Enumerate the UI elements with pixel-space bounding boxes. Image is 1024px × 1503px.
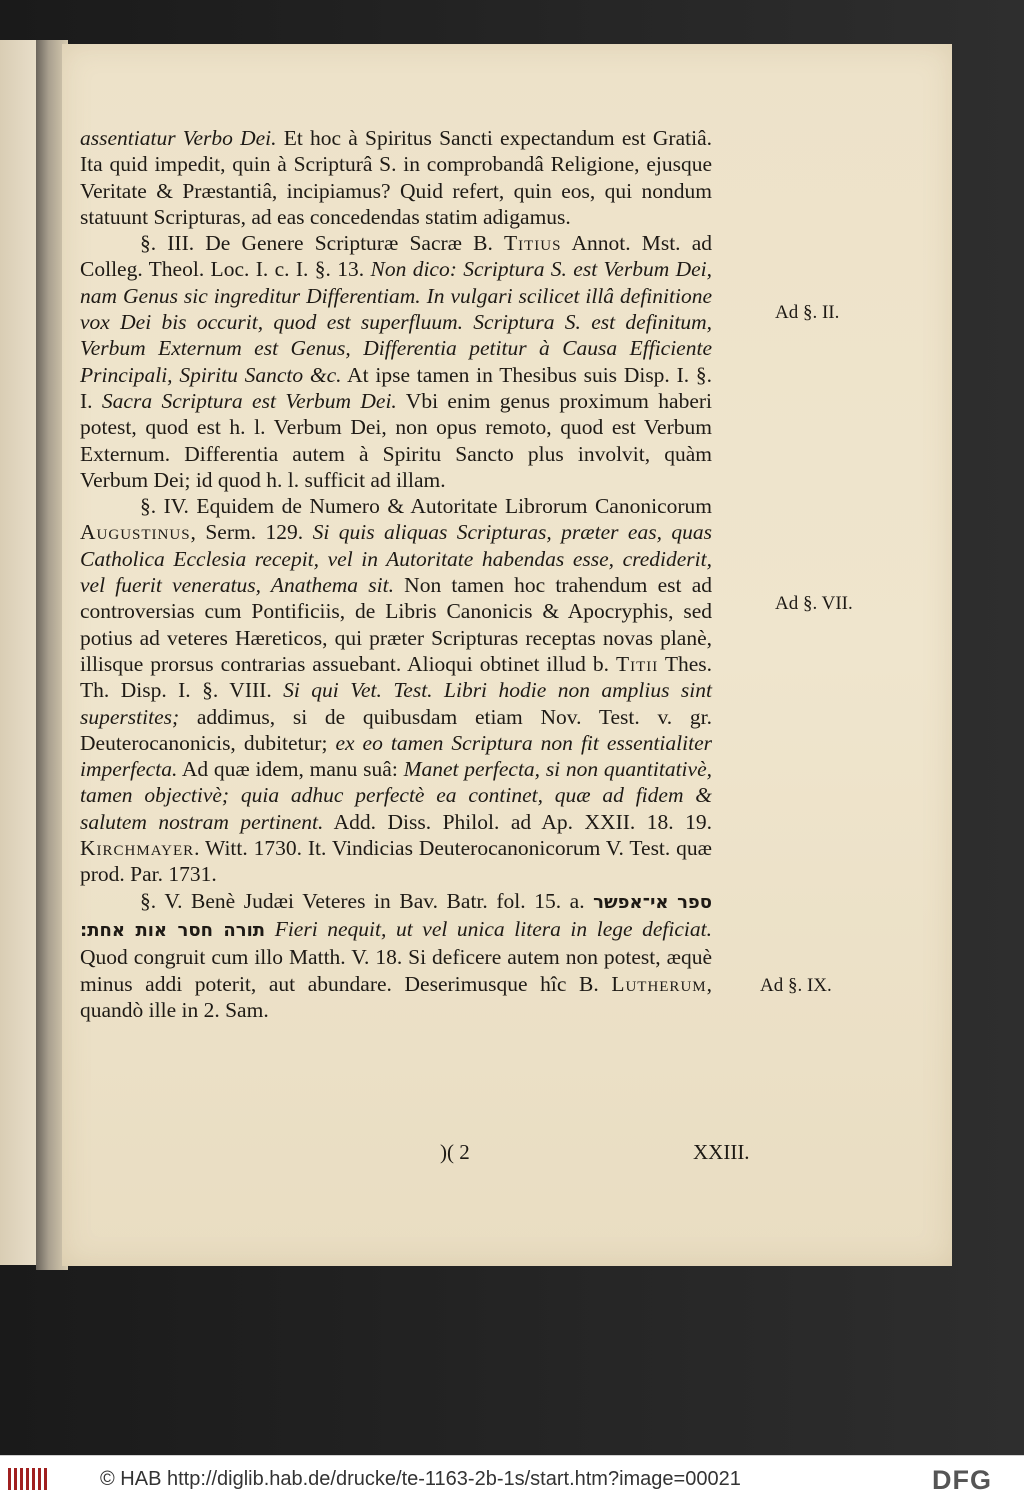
text-run: Thes. Th. Disp. I. §. VIII. [80, 651, 712, 703]
paragraph-4 [80, 888, 712, 1023]
italic-quote: Sacra Scriptura est Verbum Dei. [101, 388, 397, 413]
footer-bar [0, 1455, 1024, 1503]
text-run: , quandò ille in 2. Sam. [80, 971, 712, 1022]
margin-note-1: Ad §. II. [775, 302, 840, 323]
text-run: Et hoc à Spiritus Sancti expectandum est Gratiâ. Ita quid impedit, quin à Scripturâ S. in comprobandâ Religione, ejusque Veritate & Præstantiâ, incipiamus? Quid refert, quin eos, qui nondum statuunt Scripturas, ad eas concedendas statim adigamus. [80, 126, 712, 229]
text-run: §. IV. Equidem de Numero & Autoritate Librorum Canonicorum [140, 494, 712, 519]
text-run: Add. Diss. Philol. ad Ap. XXII. 18. 19. [323, 809, 712, 834]
italic-quote: Si quis aliquas Scripturas, præter eas, quas Catholica Ecclesia recepit, vel in Autoritate habendas esse, crediderit, vel fuerit veneratus, Anathema sit. [80, 520, 712, 598]
hebrew-text: ספר תורה חסר אות אחת: [80, 891, 712, 941]
catchword: XXIII. [693, 1140, 750, 1164]
text-run: At ipse tamen in Thesibus suis Disp. I. §. I. [80, 362, 712, 413]
text-run [265, 917, 275, 941]
italic-quote: Fieri nequit, ut vel unica litera in lege deficiat. [274, 916, 712, 941]
text-run: §. III. De Genere Scripturæ Sacræ B. [140, 231, 505, 256]
dfg-logo: DFG [932, 1465, 992, 1495]
italic-quote: Si qui Vet. Test. Libri hodie non amplius sint superstites; [80, 678, 712, 729]
text-run: Vbi enim genus proximum haberi potest, quod est h. l. Verbum Dei, non opus remoto, quod est Verbum Externum. Differentia autem à Spiritu Sancto plus involvit, quàm Verbum Dei; id quod h. l. sufficit ad illam. [80, 388, 713, 492]
author-name: Augustinus [80, 520, 191, 545]
author-name: Kirchmayer [80, 836, 195, 861]
text-run: §. V. Benè Judæi Veteres in Bav. Batr. fol. 15. a. [140, 888, 594, 913]
text-run [668, 889, 677, 913]
margin-note-3: Ad §. IX. [760, 975, 832, 996]
paragraph-1 [80, 125, 712, 230]
library-logo-icon [8, 1468, 48, 1490]
paragraph-3 [80, 493, 712, 887]
margin-note-2: Ad §. VII. [775, 593, 853, 614]
text-run: , Serm. 129. [190, 520, 313, 545]
text-run: . Witt. 1730. It. Vindicias Deuterocanonicorum V. Test. quæ prod. Par. 1731. [80, 836, 712, 887]
italic-lead: assentiatur Verbo Dei. [80, 126, 277, 150]
text-run: addimus, si de quibusdam etiam Nov. Test. v. gr. Deuterocanonicis, dubitetur; [80, 704, 712, 755]
text-run: Non tamen hoc trahendum est ad controversias cum Pontificiis, de Libris Canonicis & Apocryphis, sed potius ad veteres Hæreticos, qui præter Scripturas receptas novas planè, illisque prorsus contrarias assuebant. Alioqui obtinet illud b. [80, 573, 712, 676]
italic-quote: ex eo tamen Scriptura non fit essentialiter imperfecta. [80, 730, 712, 782]
author-name: Lutherum [611, 971, 707, 996]
author-name: Titii [615, 651, 659, 676]
paragraph-2 [80, 230, 712, 493]
signature-mark: )( 2 [440, 1140, 470, 1164]
italic-quote: Non dico: Scriptura S. est Verbum Dei, nam Genus sic ingreditur Differentiam. In vulgari scilicet illâ definitione vox Dei bis occurit, quod est superfluum. Scriptura S. est definitum, Verbum Externum est Genus, Differentia petitur à Causa Efficiente Principali, Spiritu Sancto &c. [80, 257, 712, 387]
text-run: Quod congruit cum illo Matth. V. 18. Si deficere autem non potest, æquè minus addi poterit, aut abundare. Deserimusque hîc B. [80, 945, 712, 996]
page-text [80, 125, 712, 1023]
italic-quote: Manet perfecta, si non quantitativè, tamen objectivè; quia adhuc perfectè ea continet, quæ ad fidem & salutem nostram pertinent. [80, 757, 712, 834]
hebrew-text: אי־אפשר [593, 891, 669, 913]
footer-credit-link[interactable]: © HAB http://diglib.hab.de/drucke/te-1163-2b-1s/start.htm?image=00021 [100, 1468, 741, 1490]
text-run: Ad quæ idem, manu suâ: [177, 757, 404, 782]
text-run: Annot. Mst. ad Colleg. Theol. Loc. I. c. I. §. 13. [80, 231, 712, 282]
author-name: Titius [504, 231, 562, 256]
